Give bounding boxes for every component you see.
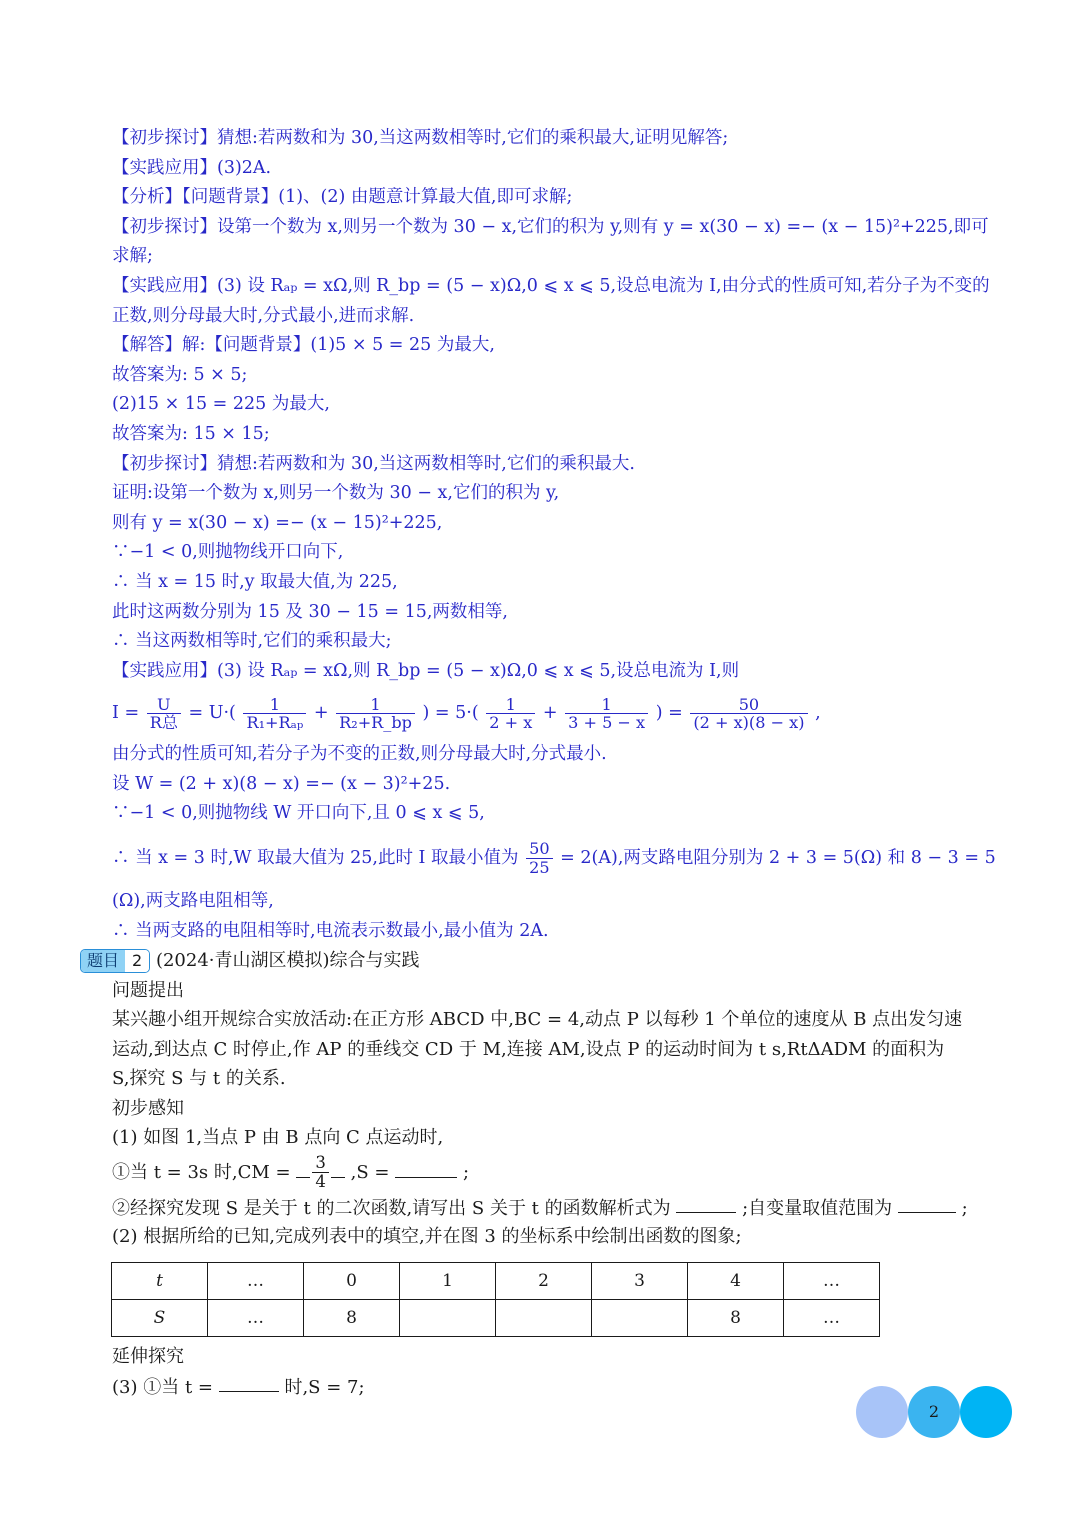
table-cell: 1 xyxy=(400,1263,496,1300)
problem-block xyxy=(87,946,1012,1252)
table-cell: 4 xyxy=(688,1263,784,1300)
text-line: ∵−1 < 0,则抛物线开口向下, xyxy=(112,542,344,563)
text-line: (2)15 × 15 = 225 为最大, xyxy=(112,394,330,415)
page-number: 2 xyxy=(928,1402,940,1421)
text-line: 证明:设第一个数为 x,则另一个数为 30 − x,它们的积为 y, xyxy=(112,483,560,504)
text-line: 故答案为: 15 × 15; xyxy=(112,423,270,444)
frac-1-over-8minusx: $\frac{1}{3 + 5 - x}$ xyxy=(565,696,648,732)
text-line: 【实践应用】(3)2A. xyxy=(112,157,272,178)
question-3: (3) ①当 t = 时,S = 7; xyxy=(112,1372,1012,1402)
solution-lines-3 xyxy=(112,887,1012,946)
answer-blank-function[interactable] xyxy=(676,1193,736,1214)
formula-lhs: I = xyxy=(112,703,140,724)
solution-minimum-line: ∴ 当 x = 3 时,W 取最大值为 25,此时 I 取最小值为 $\frac{50}{25}$ = 2(A),两支路电阻分别为 2 + 3 = 5(Ω) 和 8 − 3 = 5 xyxy=(112,839,996,878)
text-line: 【初步探讨】猜想:若两数和为 30,当这两数相等时,它们的乘积最大,证明见解答; xyxy=(112,128,729,148)
problem-tag-badge: 题目 2 xyxy=(80,949,150,973)
question-2: (2) 根据所给的已知,完成列表中的填空,并在图 3 的坐标系中绘制出函数的图象; xyxy=(112,1226,742,1247)
section-heading: 初步感知 xyxy=(112,1097,184,1119)
table-cell[interactable] xyxy=(496,1300,592,1337)
solution-lines xyxy=(112,124,1012,686)
text-line: ∴ 当两支路的电阻相等时,电流表示数最小,最小值为 2A. xyxy=(112,920,549,941)
text-line: 【初步探讨】猜想:若两数和为 30,当这两数相等时,它们的乘积最大. xyxy=(112,453,635,474)
text-line: 设 W = (2 + x)(8 − x) =− (x − 3)²+25. xyxy=(112,773,451,794)
text-line: 【解答】解:【问题背景】(1)5 × 5 = 25 为最大, xyxy=(112,335,495,356)
table-cell: 3 xyxy=(592,1263,688,1300)
answer-blank-t[interactable] xyxy=(219,1372,279,1393)
text-line: 正数,则分母最大时,分式最小,进而求解. xyxy=(112,305,415,326)
table-cell: 2 xyxy=(496,1263,592,1300)
table-cell: … xyxy=(208,1300,304,1337)
question-1b: ②经探究发现 S 是关于 t 的二次函数,请写出 S 关于 t 的函数解析式为 ;自变量取值范围为 ; xyxy=(112,1193,1012,1223)
text-line: ∴ 当这两数相等时,它们的乘积最大; xyxy=(112,631,392,652)
answer-blank[interactable] xyxy=(331,1157,345,1178)
text-line: ∵−1 < 0,则抛物线 W 开口向下,且 0 ⩽ x ⩽ 5, xyxy=(112,803,485,824)
frac-1-over-r2rbp: $\frac{1}{\text{R₂+R\_bp}}$ xyxy=(336,696,415,732)
text-line: 某兴趣小组开规综合实放活动:在正方形 ABCD 中,BC = 4,动点 P 以每秒 1 个单位的速度从 B 点出发匀速 xyxy=(112,1009,963,1030)
problem-source: (2024·青山湖区模拟)综合与实践 xyxy=(155,950,420,971)
table-cell: … xyxy=(784,1263,880,1300)
table-row xyxy=(112,1300,880,1337)
text-line: 运动,到达点 C 时停止,作 AP 的垂线交 CD 于 M,连接 AM,设点 P 的运动时间为 t s,RtΔADM 的面积为 xyxy=(112,1038,945,1060)
frac-u-over-rtotal: U R总 xyxy=(147,696,181,732)
answer-blank-s[interactable] xyxy=(395,1157,457,1178)
frac-50-over-25: $\frac{50}{25}$ xyxy=(526,840,552,876)
table-cell: t xyxy=(112,1263,208,1300)
problem-header xyxy=(80,946,980,976)
answer-blank-range[interactable] xyxy=(898,1193,956,1214)
table-cell: 8 xyxy=(304,1300,400,1337)
table-cell: S xyxy=(112,1300,208,1337)
text-line: 【初步探讨】设第一个数为 x,则另一个数为 30 − x,它们的积为 y,则有 y = x(30 − x) =− (x − 15)²+225,即可 xyxy=(112,216,989,237)
text-line: ∴ 当 x = 15 时,y 取最大值,为 225, xyxy=(112,571,398,592)
text-line: 【分析】【问题背景】(1)、(2) 由题意计算最大值,即可求解; xyxy=(112,187,573,208)
table-row xyxy=(112,1263,880,1300)
text-line: (Ω),两支路电阻相等, xyxy=(112,891,274,912)
page-dot-right xyxy=(960,1386,1012,1438)
frac-1-over-2plusx: $\frac{1}{2 + x}$ xyxy=(486,696,535,732)
text-line: 【实践应用】(3) 设 Rₐₚ = xΩ,则 R_bp = (5 − x)Ω,0 ⩽ x ⩽ 5,设总电流为 I,则 xyxy=(112,660,740,681)
answer-cm-fraction: $\frac{3}{4}$ xyxy=(312,1154,329,1191)
table-cell[interactable] xyxy=(592,1300,688,1337)
frac-50-over-product: $\frac{50}{(2 + x)(8 - x)}$ xyxy=(690,696,807,732)
table-cell[interactable] xyxy=(400,1300,496,1337)
frac-1-over-r1rap: 1 R₁+Rₐₚ xyxy=(243,696,306,732)
page-dot-left xyxy=(856,1386,908,1438)
current-formula: I = U R总 = U·( 1 R₁+Rₐₚ + $\frac{1}{\text{R₂+R\_bp}}$ ) = 5·( $\frac{1}{2 + x}$ + $\frac{1}{3 + 5 - x}$ ) = $\frac{50}{(2 + x)(8 - x)}$ , xyxy=(112,694,821,733)
question-1a: ①当 t = 3s 时,CM = $\frac{3}{4}$ ,S = ; xyxy=(112,1152,470,1191)
section-heading: 问题提出 xyxy=(112,979,184,1001)
answer-blank[interactable] xyxy=(296,1157,310,1178)
table-cell: 0 xyxy=(304,1263,400,1300)
text-line: 故答案为: 5 × 5; xyxy=(112,364,248,385)
text-line: 由分式的性质可知,若分子为不变的正数,则分母最大时,分式最小. xyxy=(112,744,607,765)
question-1: (1) 如图 1,当点 P 由 B 点向 C 点运动时, xyxy=(112,1127,444,1148)
solution-block xyxy=(112,124,1012,946)
text-line: 此时这两数分别为 15 及 30 − 15 = 15,两数相等, xyxy=(112,601,508,622)
problem-statement xyxy=(112,1005,1012,1094)
text-line: 【实践应用】(3) 设 Rₐₚ = xΩ,则 R_bp = (5 − x)Ω,0 ⩽ x ⩽ 5,设总电流为 I,由分式的性质可知,若分子为不变的 xyxy=(112,275,990,296)
table-cell: … xyxy=(208,1263,304,1300)
section-heading: 延伸探究 xyxy=(112,1346,184,1367)
table-cell: … xyxy=(784,1300,880,1337)
text-line: 则有 y = x(30 − x) =− (x − 15)²+225, xyxy=(112,512,443,533)
solution-lines-2 xyxy=(112,740,1012,829)
table-cell: 8 xyxy=(688,1300,784,1337)
text-line: S,探究 S 与 t 的关系. xyxy=(112,1068,286,1089)
text-line: 求解; xyxy=(112,246,153,267)
value-table xyxy=(111,1262,880,1337)
